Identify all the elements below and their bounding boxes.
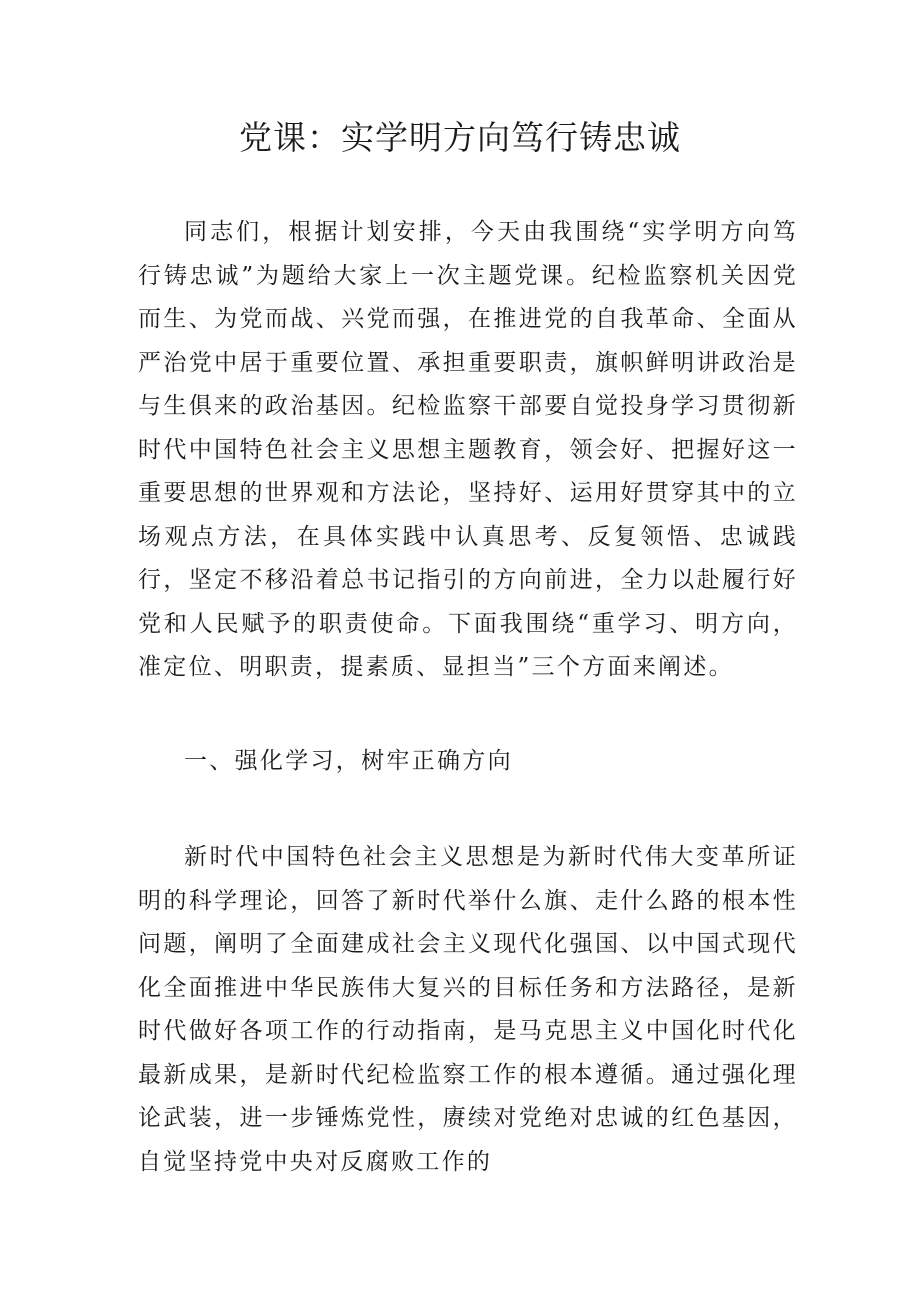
paragraph-section-one: 新时代中国特色社会主义思想是为新时代伟大变革所证明的科学理论，回答了新时代举什么旗、走什么路的根本性问题，阐明了全面建成社会主义现代化强国、以中国式现代化全面推进中华民族伟大复兴的目标任务和方法路径，是新时代做好各项工作的行动指南，是马克思主义中国化时代化最新成果，是新时代纪检监察工作的根本遵循。通过强化理论武装，进一步锤炼党性，赓续对党绝对忠诚的红色基因，自觉坚持党中央对反腐败工作的 [138,844,798,1175]
paragraph-intro: 同志们，根据计划安排，今天由我围绕“实学明方向笃行铸忠诚”为题给大家上一次主题党课。纪检监察机关因党而生、为党而战、兴党而强，在推进党的自我革命、全面从严治党中居于重要位置、承担重要职责，旗帜鲜明讲政治是与生俱来的政治基因。纪检监察干部要自觉投身学习贯彻新时代中国特色社会主义思想主题教育，领会好、把握好这一重要思想的世界观和方法论，坚持好、运用好贯穿其中的立场观点方法，在具体实践中认真思考、反复领悟、忠诚践行，坚定不移沿着总书记指引的方向前进，全力以赴履行好党和人民赋予的职责使命。下面我围绕“重学习、明方向，准定位、明职责，提素质、显担当”三个方面来阐述。 [138,219,798,680]
document-title: 党课：实学明方向笃行铸忠诚 [239,118,681,157]
section-heading: 一、强化学习，树牢正确方向 [184,748,513,774]
